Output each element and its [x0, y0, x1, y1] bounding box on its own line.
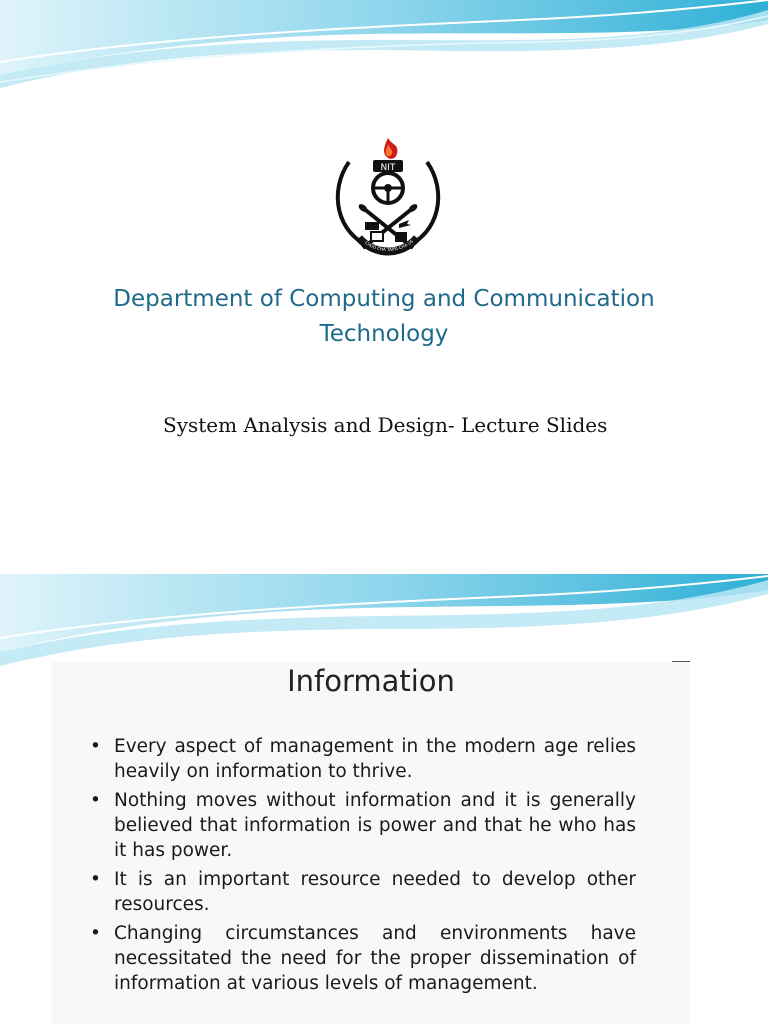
- bullet-item: • It is an important resource needed to develop other resources.: [90, 867, 636, 917]
- department-title: Department of Computing and Communication Technology: [113, 286, 655, 347]
- crest-motto-text: CHUO CHA TAIFA CHA US: [363, 238, 415, 253]
- slide-subtitle: System Analysis and Design- Lecture Slides: [163, 413, 608, 437]
- crest-icon: [327, 130, 449, 260]
- information-slide: [0, 574, 768, 1024]
- bullet-item: • Every aspect of management in the modern age relies heavily on information to thrive.: [90, 734, 636, 784]
- slide-content: [52, 662, 690, 1024]
- college-crest-logo: [327, 130, 449, 260]
- bullet-list: [90, 734, 636, 1000]
- header-wave-decoration: [0, 574, 768, 674]
- slide-heading: Information: [287, 664, 455, 698]
- crest-badge-text: NIT: [380, 163, 396, 173]
- header-wave-decoration: [0, 0, 768, 110]
- bullet-item: • Changing circumstances and environments have necessitated the need for the proper dissemination of information at various levels of management.: [90, 921, 636, 996]
- bullet-item: • Nothing moves without information and it is generally believed that information is power and that he who has it has power.: [90, 788, 636, 863]
